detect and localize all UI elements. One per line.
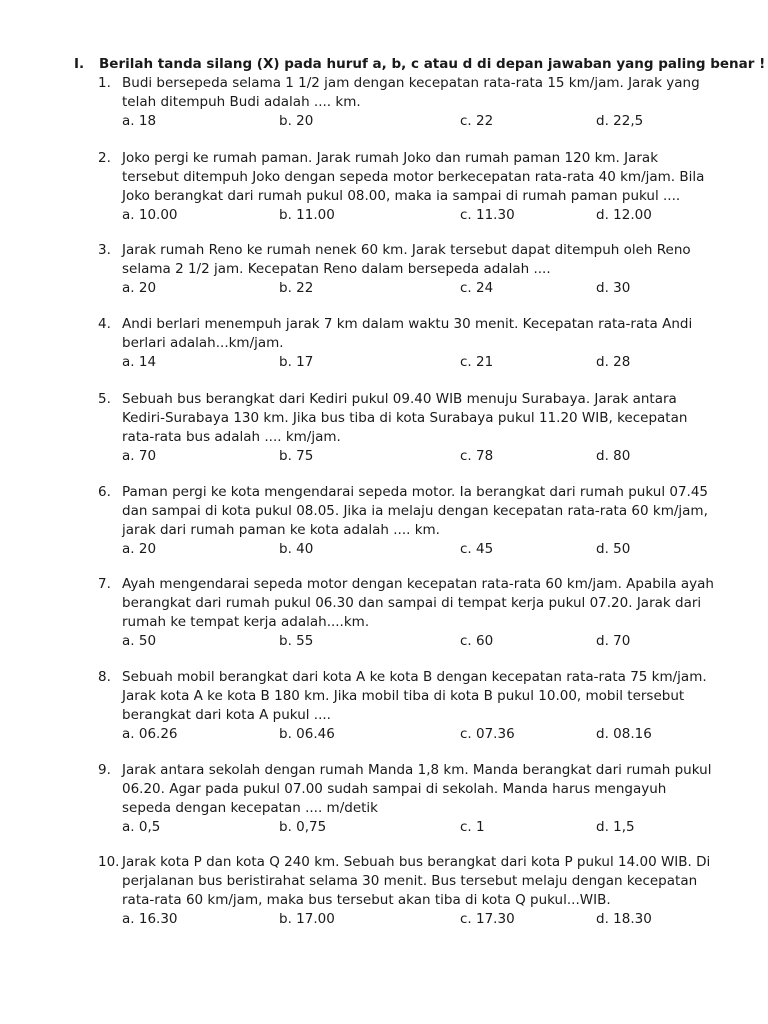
question-number: 10.	[98, 854, 120, 870]
question-5	[98, 390, 718, 466]
question-number: 5.	[98, 391, 111, 407]
option-b[interactable]: b. 20	[279, 113, 314, 129]
option-c[interactable]: c. 17.30	[460, 911, 515, 927]
question-number: 1.	[98, 75, 111, 91]
option-c[interactable]: c. 07.36	[460, 726, 515, 742]
question-text: Paman pergi ke kota mengendarai sepeda motor. Ia berangkat dari rumah pukul 07.45 dan sampai di kota pukul 08.05. Jika ia melaju dengan kecepatan rata-rata 60 km/jam, jarak dari rumah paman ke kota adalah .... km.	[122, 484, 709, 538]
option-d[interactable]: d. 80	[596, 448, 631, 464]
answer-options	[122, 910, 718, 929]
question-number: 7.	[98, 576, 111, 592]
question-text: Joko pergi ke rumah paman. Jarak rumah Joko dan rumah paman 120 km. Jarak tersebut ditempuh Joko dengan sepeda motor berkecepatan rata-rata 40 km/jam. Bila Joko berangkat dari rumah pukul 08.00, maka ia sampai di rumah paman pukul ....	[122, 150, 705, 204]
option-c[interactable]: c. 60	[460, 633, 494, 649]
question-number: 6.	[98, 484, 111, 500]
question-text: Sebuah mobil berangkat dari kota A ke kota B dengan kecepatan rata-rata 75 km/jam. Jarak kota A ke kota B 180 km. Jika mobil tiba di kota B pukul 10.00, mobil tersebut berangkat dari kota A pukul ....	[122, 669, 707, 723]
question-text: Jarak kota P dan kota Q 240 km. Sebuah bus berangkat dari kota P pukul 14.00 WIB. Di perjalanan bus beristirahat selama 30 menit. Bus tersebut melaju dengan kecepatan rata-rata 60 km/jam, maka bus tersebut akan tiba di kota Q pukul...WIB.	[122, 854, 711, 908]
option-d[interactable]: d. 1,5	[596, 819, 635, 835]
option-a[interactable]: a. 10.00	[122, 207, 178, 223]
option-c[interactable]: c. 1	[460, 819, 485, 835]
answer-options	[122, 279, 718, 298]
option-d[interactable]: d. 22,5	[596, 113, 644, 129]
question-10	[98, 853, 718, 929]
question-3	[98, 241, 718, 298]
option-a[interactable]: a. 20	[122, 541, 157, 557]
answer-options	[122, 353, 718, 372]
answer-options	[122, 206, 718, 225]
option-b[interactable]: b. 11.00	[279, 207, 335, 223]
option-d[interactable]: d. 08.16	[596, 726, 652, 742]
option-a[interactable]: a. 16.30	[122, 911, 178, 927]
option-a[interactable]: a. 0,5	[122, 819, 161, 835]
answer-options	[122, 447, 718, 466]
question-number: 3.	[98, 242, 111, 258]
option-d[interactable]: d. 30	[596, 280, 631, 296]
option-a[interactable]: a. 06.26	[122, 726, 178, 742]
question-text: Jarak rumah Reno ke rumah nenek 60 km. Jarak tersebut dapat ditempuh oleh Reno selama 2 1/2 jam. Kecepatan Reno dalam bersepeda adalah ....	[122, 242, 691, 277]
option-b[interactable]: b. 06.46	[279, 726, 335, 742]
answer-options	[122, 725, 718, 744]
option-c[interactable]: c. 45	[460, 541, 494, 557]
question-8	[98, 668, 718, 744]
option-d[interactable]: d. 12.00	[596, 207, 652, 223]
option-c[interactable]: c. 11.30	[460, 207, 515, 223]
question-number: 4.	[98, 316, 111, 332]
question-number: 8.	[98, 669, 111, 685]
question-number: 2.	[98, 150, 111, 166]
option-d[interactable]: d. 18.30	[596, 911, 652, 927]
option-b[interactable]: b. 17	[279, 354, 314, 370]
option-c[interactable]: c. 22	[460, 113, 494, 129]
option-d[interactable]: d. 28	[596, 354, 631, 370]
option-c[interactable]: c. 21	[460, 354, 494, 370]
question-text: Jarak antara sekolah dengan rumah Manda 1,8 km. Manda berangkat dari rumah pukul 06.20. Agar pada pukul 07.00 sudah sampai di sekolah. Manda harus mengayuh sepeda dengan kecepatan .... m/detik	[122, 762, 712, 816]
option-a[interactable]: a. 50	[122, 633, 157, 649]
option-b[interactable]: b. 55	[279, 633, 314, 649]
answer-options	[122, 818, 718, 837]
question-text: Andi berlari menempuh jarak 7 km dalam waktu 30 menit. Kecepatan rata-rata Andi berlari adalah...km/jam.	[122, 316, 693, 351]
option-a[interactable]: a. 20	[122, 280, 157, 296]
question-2	[98, 149, 718, 225]
question-number: 9.	[98, 762, 111, 778]
question-text: Budi bersepeda selama 1 1/2 jam dengan kecepatan rata-rata 15 km/jam. Jarak yang telah ditempuh Budi adalah .... km.	[122, 75, 700, 110]
option-c[interactable]: c. 78	[460, 448, 494, 464]
option-a[interactable]: a. 70	[122, 448, 157, 464]
option-b[interactable]: b. 17.00	[279, 911, 335, 927]
question-7	[98, 575, 718, 651]
option-b[interactable]: b. 75	[279, 448, 314, 464]
option-b[interactable]: b. 22	[279, 280, 314, 296]
section-number: I.	[74, 56, 85, 72]
question-text: Sebuah bus berangkat dari Kediri pukul 09.40 WIB menuju Surabaya. Jarak antara Kediri-Surabaya 130 km. Jika bus tiba di kota Surabaya pukul 11.20 WIB, kecepatan rata-rata bus adalah .... km/jam.	[122, 391, 688, 445]
question-6	[98, 483, 718, 559]
option-b[interactable]: b. 40	[279, 541, 314, 557]
option-d[interactable]: d. 70	[596, 633, 631, 649]
answer-options	[122, 112, 718, 131]
question-1	[98, 74, 718, 131]
question-4	[98, 315, 718, 372]
answer-options	[122, 540, 718, 559]
section-instruction: Berilah tanda silang (X) pada huruf a, b, c atau d di depan jawaban yang paling benar !	[99, 56, 766, 72]
question-9	[98, 761, 718, 837]
option-d[interactable]: d. 50	[596, 541, 631, 557]
answer-options	[122, 632, 718, 651]
option-a[interactable]: a. 14	[122, 354, 157, 370]
option-c[interactable]: c. 24	[460, 280, 494, 296]
option-a[interactable]: a. 18	[122, 113, 157, 129]
question-text: Ayah mengendarai sepeda motor dengan kecepatan rata-rata 60 km/jam. Apabila ayah berangkat dari rumah pukul 06.30 dan sampai di tempat kerja pukul 07.20. Jarak dari rumah ke tempat kerja adalah....km.	[122, 576, 714, 630]
option-b[interactable]: b. 0,75	[279, 819, 327, 835]
